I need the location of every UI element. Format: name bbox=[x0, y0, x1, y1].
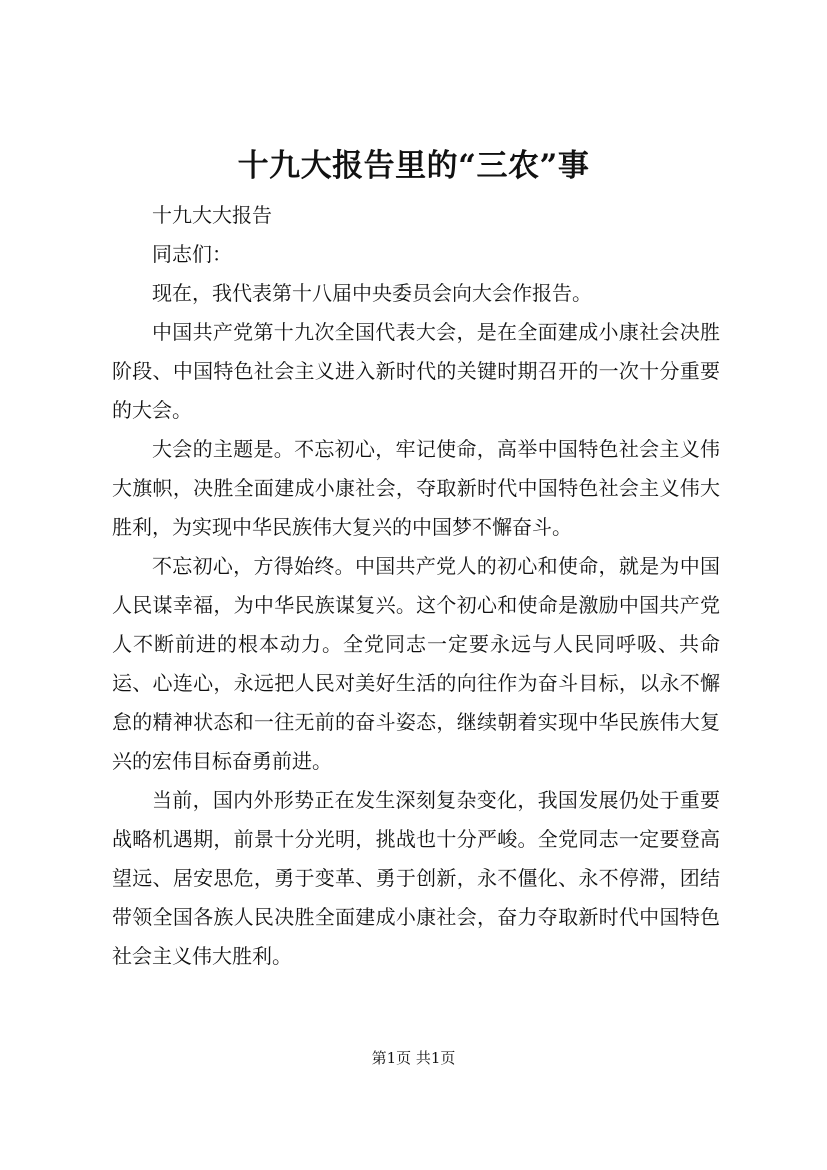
page-number: 第1页 共1页 bbox=[371, 1049, 456, 1067]
paragraph-opening: 现在，我代表第十八届中央委员会向大会作报告。 bbox=[152, 281, 592, 305]
paragraph-subtitle: 十九大大报告 bbox=[152, 203, 272, 227]
paragraph-congress: 中国共产党第十九次全国代表大会，是在全面建成小康社会决胜阶段、中国特色社会主义进入新时代的关键时期召开的一次十分重要的大会。 bbox=[112, 320, 720, 422]
document-title: 十九大报告里的“三农”事 bbox=[237, 148, 590, 184]
paragraph-greeting: 同志们： bbox=[152, 242, 232, 266]
paragraph-original-aspiration: 不忘初心，方得始终。中国共产党人的初心和使命，就是为中国人民谋幸福，为中华民族谋复兴。这个初心和使命是激励中国共产党人不断前进的根本动力。全党同志一定要永远与人民同呼吸、共命运、心连心，永远把人民对美好生活的向往作为奋斗目标，以永不懈怠的精神状态和一往无前的奋斗姿态，继续朝着实现中华民族伟大复兴的宏伟目标奋勇前进。 bbox=[112, 554, 720, 773]
document-body bbox=[112, 196, 720, 976]
paragraph-theme: 大会的主题是。不忘初心，牢记使命，高举中国特色社会主义伟大旗帜，决胜全面建成小康社会，夺取新时代中国特色社会主义伟大胜利，为实现中华民族伟大复兴的中国梦不懈奋斗。 bbox=[112, 437, 720, 539]
paragraph-current-situation: 当前，国内外形势正在发生深刻复杂变化，我国发展仍处于重要战略机遇期，前景十分光明，挑战也十分严峻。全党同志一定要登高望远、居安思危，勇于变革、勇于创新，永不僵化、永不停滞，团结带领全国各族人民决胜全面建成小康社会，奋力夺取新时代中国特色社会主义伟大胜利。 bbox=[112, 788, 720, 968]
